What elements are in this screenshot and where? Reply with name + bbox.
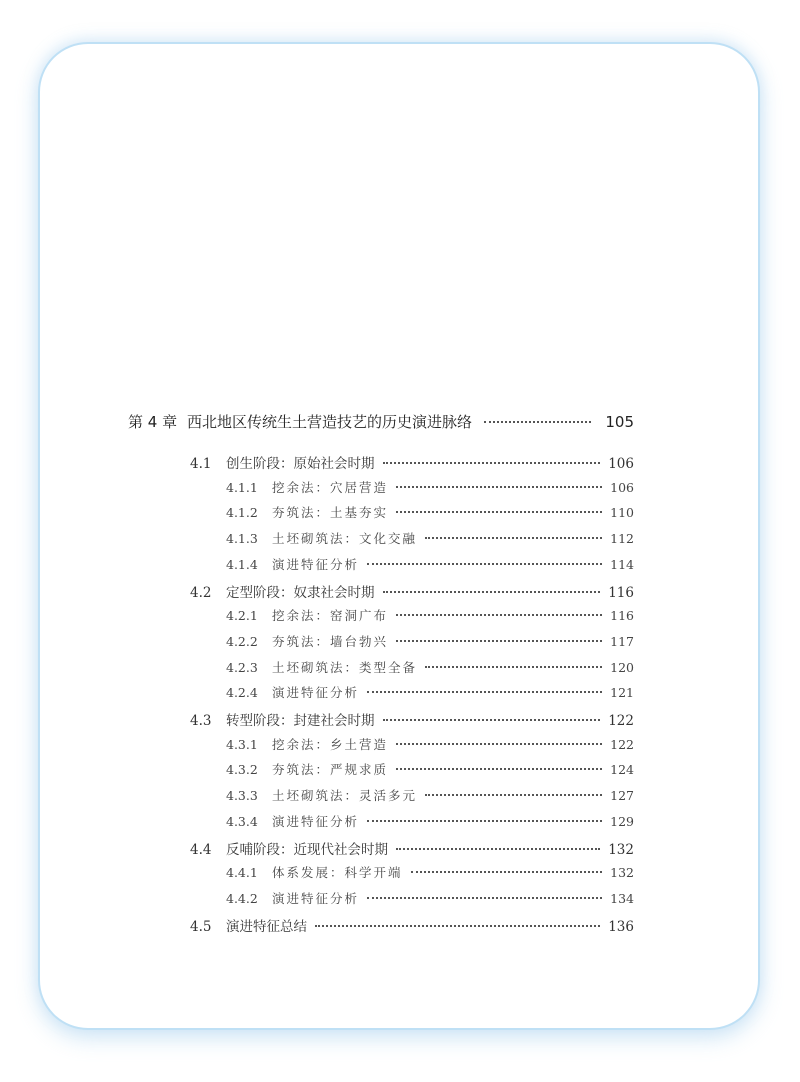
entry-page: 127 (610, 788, 634, 804)
dot-leader (425, 537, 602, 539)
dot-leader (396, 640, 602, 642)
entry-number: 4.1.2 (226, 505, 258, 521)
toc-subsection-entry[interactable] (226, 478, 634, 496)
entry-number: 4.3.3 (226, 788, 258, 804)
toc-subsection-entry[interactable] (226, 658, 634, 676)
chapter-title: 西北地区传统生土营造技艺的历史演进脉络 (187, 413, 473, 431)
chapter-page: 105 (605, 413, 634, 431)
entry-number: 4.3.2 (226, 762, 258, 778)
entry-number: 4.2.1 (226, 608, 258, 624)
dot-leader (425, 794, 602, 796)
toc-section-entry[interactable] (190, 452, 634, 472)
entry-title: 演进特征分析 (272, 685, 360, 701)
entry-number: 4.4 (190, 841, 212, 858)
entry-title: 演进特征分析 (272, 890, 360, 906)
entry-title: 反哺阶段：近现代社会时期 (226, 841, 388, 858)
entry-number: 4.4.2 (226, 890, 258, 906)
toc-subsection-entry[interactable] (226, 889, 634, 907)
entry-title: 演进特征分析 (272, 813, 360, 829)
dot-leader (396, 848, 600, 850)
toc-section-entry[interactable] (190, 581, 634, 601)
entry-page: 117 (610, 633, 634, 649)
dot-leader (367, 691, 602, 693)
toc-subsection-entry[interactable] (226, 735, 634, 753)
toc-section-entry[interactable] (190, 838, 634, 858)
toc-subsection-entry[interactable] (226, 786, 634, 804)
dot-leader (396, 511, 602, 513)
entry-number: 4.1.4 (226, 556, 258, 572)
entry-title: 夯筑法：严规求质 (272, 762, 389, 778)
dot-leader (425, 666, 602, 668)
dot-leader (396, 614, 602, 616)
dot-leader (367, 897, 602, 899)
entry-number: 4.4.1 (226, 865, 258, 881)
toc-section-entry[interactable] (190, 915, 634, 935)
entry-number: 4.1.1 (226, 479, 258, 495)
entry-title: 夯筑法：墙台勃兴 (272, 633, 389, 649)
entry-number: 4.2.3 (226, 659, 258, 675)
entry-number: 4.3 (190, 713, 212, 729)
chapter-number: 第 4 章 (128, 413, 178, 431)
entry-page: 116 (608, 584, 634, 601)
toc-subsection-entry[interactable] (226, 812, 634, 830)
dot-leader (383, 719, 601, 721)
dot-leader (411, 871, 603, 873)
dot-leader (484, 421, 591, 423)
entry-page: 136 (608, 918, 634, 935)
entry-title: 挖余法：窑洞广布 (272, 608, 389, 624)
entry-number: 4.3.4 (226, 813, 258, 829)
entry-title: 夯筑法：土基夯实 (272, 505, 389, 521)
toc-subsection-entry[interactable] (226, 529, 634, 547)
entry-number: 4.1 (190, 456, 212, 472)
entry-page: 134 (610, 890, 634, 906)
toc-section-entry[interactable] (190, 709, 634, 729)
entry-title: 挖余法：乡土营造 (272, 736, 389, 752)
entry-title: 土坯砌筑法：类型全备 (272, 659, 418, 675)
entry-number: 4.3.1 (226, 736, 258, 752)
entry-page: 120 (610, 659, 634, 675)
toc-subsection-entry[interactable] (226, 503, 634, 521)
toc-subsection-entry[interactable] (226, 555, 634, 573)
entry-page: 121 (610, 685, 634, 701)
entry-page: 122 (608, 713, 634, 729)
toc-subsection-entry[interactable] (226, 760, 634, 778)
toc-subsection-entry[interactable] (226, 863, 634, 881)
entry-number: 4.2.2 (226, 633, 258, 649)
entry-title: 土坯砌筑法：文化交融 (272, 531, 418, 547)
chapter-heading[interactable] (128, 411, 634, 432)
entry-page: 116 (610, 608, 634, 624)
entry-number: 4.2 (190, 584, 212, 601)
entry-title: 土坯砌筑法：灵活多元 (272, 788, 418, 804)
dot-leader (383, 462, 601, 464)
entry-page: 122 (610, 736, 634, 752)
dot-leader (383, 591, 601, 593)
toc-subsection-entry[interactable] (226, 606, 634, 624)
entry-page: 106 (610, 479, 634, 495)
entry-title: 转型阶段：封建社会时期 (226, 713, 375, 729)
entry-page: 112 (610, 531, 634, 547)
dot-leader (396, 743, 602, 745)
entry-page: 124 (610, 762, 634, 778)
entry-page: 106 (608, 456, 634, 472)
entry-title: 挖余法：穴居营造 (272, 479, 389, 495)
entry-page: 132 (608, 841, 634, 858)
entry-page: 114 (610, 556, 634, 572)
dot-leader (367, 820, 602, 822)
entry-page: 110 (610, 505, 634, 521)
entry-title: 演进特征总结 (226, 918, 307, 935)
entry-title: 体系发展：科学开端 (272, 865, 403, 881)
toc-subsection-entry[interactable] (226, 632, 634, 650)
dot-leader (396, 768, 602, 770)
dot-leader (367, 563, 602, 565)
dot-leader (396, 486, 602, 488)
entry-number: 4.5 (190, 918, 212, 935)
entry-number: 4.2.4 (226, 685, 258, 701)
entry-title: 定型阶段：奴隶社会时期 (226, 584, 375, 601)
entry-number: 4.1.3 (226, 531, 258, 547)
dot-leader (315, 925, 600, 927)
entry-page: 129 (610, 813, 634, 829)
toc-subsection-entry[interactable] (226, 683, 634, 701)
entry-title: 创生阶段：原始社会时期 (226, 456, 375, 472)
entry-page: 132 (610, 865, 634, 881)
entry-title: 演进特征分析 (272, 556, 360, 572)
